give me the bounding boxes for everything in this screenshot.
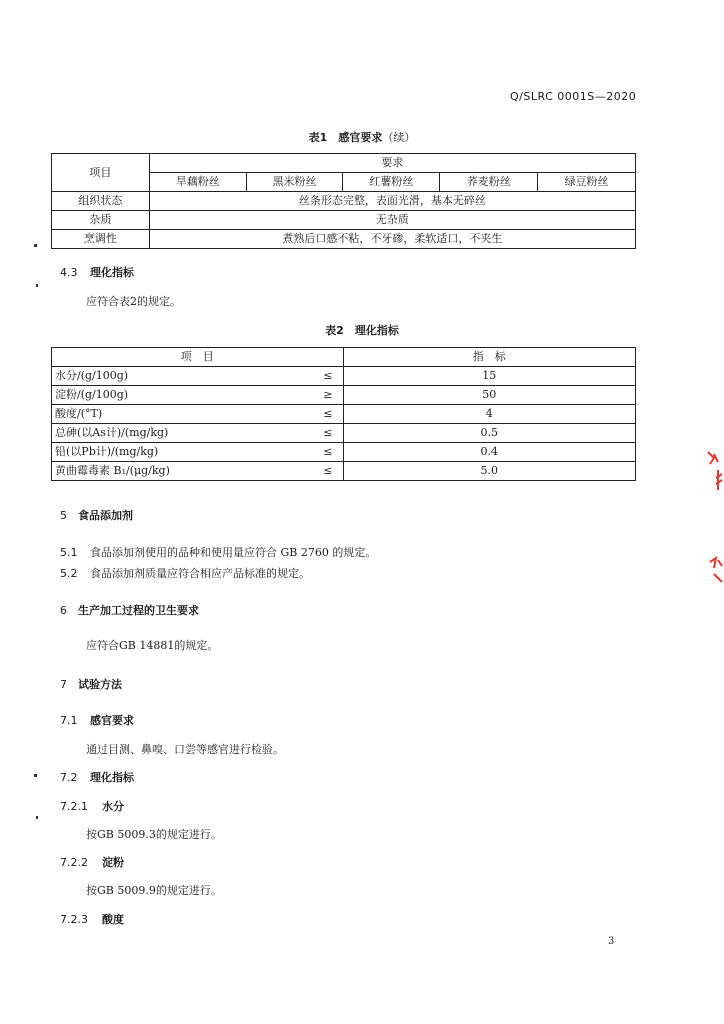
section-title: 感官要求 [90,714,134,727]
section-title: 酸度 [102,913,124,926]
table2-item-header: 项 目 [52,348,344,367]
table2-op-cell: ≥ [313,386,343,405]
section-7-2-2-heading [60,854,124,870]
table1-item-header: 项目 [52,154,150,192]
section-7-1-heading [60,712,134,728]
section-7-heading [60,676,122,692]
table2-item-cell: 淀粉/(g/100g) [52,386,314,405]
section-7-2-3-heading [60,911,124,927]
section-number: 7 [60,678,67,691]
section-title: 食品添加剂 [78,509,133,522]
page-number: 3 [608,936,615,947]
table2-value-cell: 15 [343,367,635,386]
section-title: 水分 [102,800,124,813]
table1-item-cell: 组织状态 [52,192,150,211]
table2-value-cell: 0.5 [343,424,635,443]
table-row [52,230,636,249]
table1-req-cell: 煮熟后口感不粘，不牙碜，柔软适口，不夹生 [149,230,635,249]
section-4-3-text: 应符合表2的规定。 [86,295,181,308]
table1-col-header: 黑米粉丝 [246,173,343,192]
section-number: 6 [60,604,67,617]
table2-item-cell: 酸度/(°T) [52,405,314,424]
standard-code: Q/SLRC 0001S—2020 [510,90,637,103]
table1-col-header: 绿豆粉丝 [538,173,636,192]
table1-req-cell: 丝条形态完整，表面光滑，基本无碎丝 [149,192,635,211]
scan-mark [34,774,37,777]
table1-caption-cont: （续） [382,131,416,144]
section-text: 食品添加剂质量应符合相应产品标准的规定。 [90,567,310,580]
table1-col-header: 红薯粉丝 [343,173,440,192]
table1-req-cell: 无杂质 [149,211,635,230]
table-row [52,211,636,230]
scan-mark [34,244,37,247]
table1 [51,153,636,249]
section-5-1-text [60,544,376,560]
table-row [52,443,636,462]
scan-mark [36,816,38,819]
section-number: 5.1 [60,546,78,559]
section-5-heading [60,507,133,523]
section-7-1-text: 通过目测、鼻嗅、口尝等感官进行检验。 [86,743,284,756]
table2 [51,347,636,481]
section-number: 5.2 [60,567,78,580]
table-row [52,405,636,424]
section-number: 7.2.2 [60,856,88,869]
table2-op-cell: ≤ [313,424,343,443]
table2-value-cell: 4 [343,405,635,424]
table1-item-cell: 杂质 [52,211,150,230]
table-row [52,386,636,405]
section-number: 7.2.3 [60,913,88,926]
section-number: 7.1 [60,714,78,727]
section-number: 7.2.1 [60,800,88,813]
section-7-2-heading [60,769,134,785]
table2-value-cell: 5.0 [343,462,635,481]
table2-op-cell: ≤ [313,462,343,481]
table2-op-cell: ≤ [313,443,343,462]
table2-item-cell: 铅(以Pb计)/(mg/kg) [52,443,314,462]
table-row [52,192,636,211]
table2-value-header: 指 标 [343,348,635,367]
section-7-2-1-heading [60,798,124,814]
scan-mark [36,284,38,287]
table2-op-cell: ≤ [313,405,343,424]
section-title: 理化指标 [90,266,134,279]
section-4-3-heading [60,264,134,280]
table1-caption [0,129,724,145]
table2-value-cell: 0.4 [343,443,635,462]
table2-value-cell: 50 [343,386,635,405]
table1-caption-text: 表1 感官要求 [308,131,383,144]
table1-col-header: 荞麦粉丝 [440,173,538,192]
section-text: 食品添加剂使用的品种和使用量应符合 GB 2760 的规定。 [90,546,377,559]
section-title: 生产加工过程的卫生要求 [78,604,199,617]
section-title: 淀粉 [102,856,124,869]
section-title: 试验方法 [78,678,122,691]
section-number: 4.3 [60,266,78,279]
seal-stamp-marks [708,452,722,582]
section-number: 7.2 [60,771,78,784]
section-6-heading [60,602,199,618]
section-6-text: 应符合GB 14881的规定。 [86,639,219,652]
table-row [52,367,636,386]
section-5-2-text [60,565,310,581]
seal-stamp-icon [700,440,724,590]
section-title: 理化指标 [90,771,134,784]
table2-item-cell: 黄曲霉毒素 B₁/(μg/kg) [52,462,314,481]
section-number: 5 [60,509,67,522]
table2-op-cell: ≤ [313,367,343,386]
table2-item-cell: 水分/(g/100g) [52,367,314,386]
section-7-2-2-text: 按GB 5009.9的规定进行。 [86,884,222,897]
table1-col-header: 旱藕粉丝 [149,173,246,192]
section-7-2-1-text: 按GB 5009.3的规定进行。 [86,828,222,841]
table1-item-cell: 烹调性 [52,230,150,249]
table-row [52,424,636,443]
table-row [52,462,636,481]
table2-caption: 表2 理化指标 [325,324,399,337]
table1-req-header: 要求 [149,154,635,173]
table2-item-cell: 总砷(以As计)/(mg/kg) [52,424,314,443]
